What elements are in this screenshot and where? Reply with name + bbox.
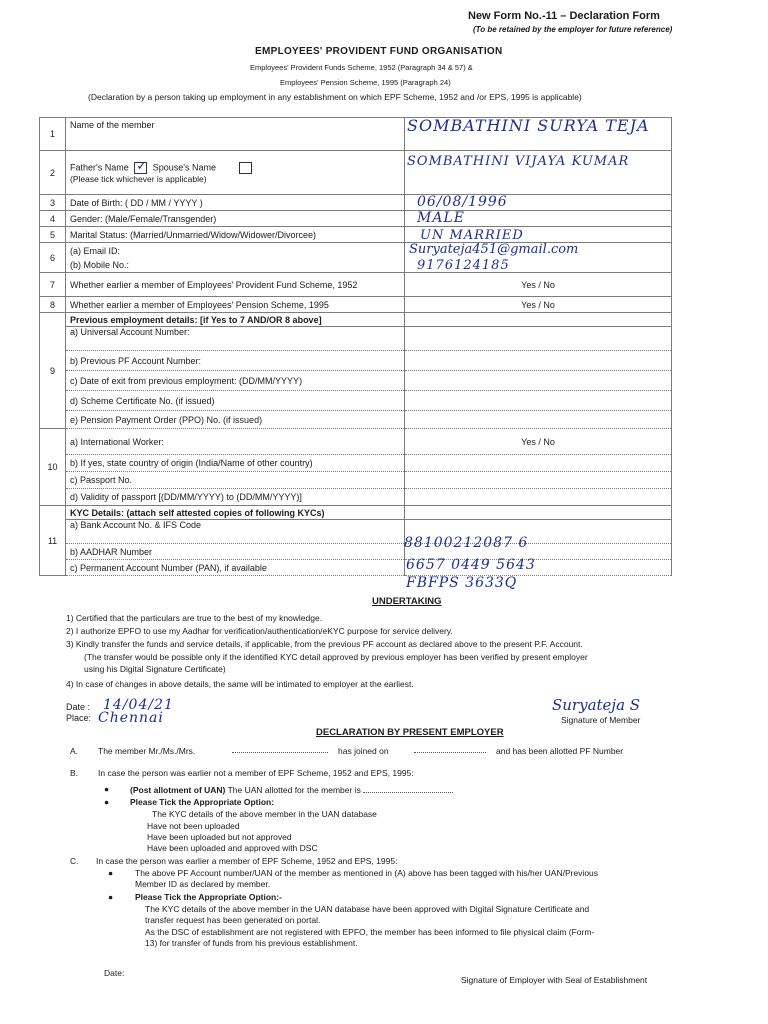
undertaking-item: 4) In case of changes in above details, the same will be intimated to employer at the earliest. (66, 679, 414, 689)
table-row (40, 489, 672, 506)
declaration-note: (Declaration by a person taking up employment in any establishment on which EPF Scheme, 1952 and /or EPS, 1995 is applicable) (88, 92, 582, 102)
table-row (40, 506, 672, 520)
tagged-text-1: The above PF Account number/UAN of the member as mentioned in (A) above has been tagged with his/her UAN/Previous (135, 868, 599, 878)
table-row (40, 195, 672, 211)
ppo-value-cell[interactable] (405, 411, 672, 429)
passport-value-cell[interactable] (405, 472, 672, 489)
pan-label: c) Permanent Account Number (PAN), if available (66, 560, 405, 576)
employer-declaration-title: DECLARATION BY PRESENT EMPLOYER (316, 727, 504, 738)
bullet-icon: ● (108, 892, 114, 902)
row-number: 5 (40, 227, 66, 243)
section-b-text: In case the person was earlier not a member of EPF Scheme, 1952 and EPS, 1995: (98, 768, 414, 778)
spouse-name-label: Spouse's Name (152, 161, 217, 172)
passport-validity-label: d) Validity of passport [(DD/MM/YYYY) to (DD/MM/YYYY)] (66, 489, 405, 506)
form-number: New Form No.-11 – Declaration Form (468, 10, 660, 22)
spouse-checkbox[interactable] (239, 162, 252, 174)
row-number: 1 (40, 118, 66, 151)
eps-member-label: Whether earlier a member of Employees' Pension Scheme, 1995 (66, 297, 405, 313)
passport-label: c) Passport No. (66, 472, 405, 489)
contact-cell (66, 243, 405, 273)
bullet-icon: ● (104, 797, 110, 807)
handwritten-aadhar: 6657 0449 5643 (406, 557, 536, 573)
row-number: 4 (40, 211, 66, 227)
handwritten-pan: FBFPS 3633Q (406, 575, 518, 591)
undertaking-item: 1) Certified that the particulars are true to the best of my knowledge. (66, 613, 323, 623)
bullet-icon: ● (104, 784, 110, 794)
tagged-text-2: Member ID as declared by member. (135, 879, 271, 889)
option-kyc-approved-1[interactable]: The KYC details of the above member in the UAN database have been approved with Digital Signature Certificate and (145, 904, 590, 914)
organisation-title: EMPLOYEES' PROVIDENT FUND ORGANISATION (255, 46, 503, 57)
row-number: 3 (40, 195, 66, 211)
father-spouse-cell (66, 151, 405, 195)
row-number: 8 (40, 297, 66, 313)
prev-pf-label: b) Previous PF Account Number: (66, 351, 405, 371)
tick-icon: ✓ (136, 157, 148, 173)
scheme-line-2: Employees' Pension Scheme, 1995 (Paragraph 24) (280, 78, 451, 87)
email-label: (a) Email ID: (70, 245, 121, 256)
undertaking-item: (The transfer would be possible only if the identified KYC detail approved by previous employer has been verified by present employer (84, 652, 588, 662)
section-a-text-2: has joined on (338, 746, 389, 756)
table-row (40, 297, 672, 313)
option-kyc-approved-2: transfer request has been generated on portal. (145, 915, 321, 925)
table-row (40, 544, 672, 560)
name-label: Name of the member (66, 118, 405, 151)
table-row (40, 351, 672, 371)
signature-member-label: Signature of Member (561, 715, 641, 725)
intl-yes-no[interactable]: Yes / No (405, 429, 672, 455)
bank-label: a) Bank Account No. & IFS Code (66, 520, 405, 544)
section-a-text-1: The member Mr./Ms./Mrs. (98, 746, 196, 756)
uan-value-cell[interactable] (405, 327, 672, 351)
handwritten-gender: MALE (417, 210, 465, 226)
uan-label: a) Universal Account Number: (66, 327, 405, 351)
handwritten-member-name: SOMBATHINI SURYA TEJA (407, 116, 650, 135)
uan-allotted-text: The UAN allotted for the member is (227, 785, 361, 795)
gender-label: Gender: (Male/Female/Transgender) (66, 211, 405, 227)
table-row (40, 560, 672, 576)
option-dsc-not-registered-2: 13) for transfer of funds from his previous establishment. (145, 938, 358, 948)
row-number: 7 (40, 273, 66, 297)
undertaking-title: UNDERTAKING (372, 596, 442, 607)
handwritten-mobile: 9176124185 (417, 258, 510, 273)
handwritten-date: 14/04/21 (103, 697, 174, 713)
exit-date-label: c) Date of exit from previous employment: (DD/MM/YYYY) (66, 371, 405, 391)
table-row (40, 411, 672, 429)
bullet-icon: ● (108, 868, 114, 878)
table-row (40, 455, 672, 472)
section-a-label: A. (70, 746, 79, 756)
scheme-line-1: Employees' Provident Funds Scheme, 1952 (Paragraph 34 & 57) & (250, 63, 473, 72)
row-number: 10 (40, 429, 66, 506)
row-number: 6 (40, 243, 66, 273)
blank-cell (405, 506, 672, 520)
aadhar-label: b) AADHAR Number (66, 544, 405, 560)
father-name-label: Father's Name (70, 161, 129, 172)
table-row (40, 429, 672, 455)
exit-date-value-cell[interactable] (405, 371, 672, 391)
row-number: 11 (40, 506, 66, 576)
ppo-label: e) Pension Payment Order (PPO) No. (if issued) (66, 411, 405, 429)
post-allotment-text: (Post allotment of UAN) (130, 785, 226, 795)
blank-cell (405, 313, 672, 327)
date-label: Date : (66, 702, 91, 712)
handwritten-place: Chennai (98, 710, 164, 726)
prev-pf-value-cell[interactable] (405, 351, 672, 371)
table-row (40, 391, 672, 411)
handwritten-marital: UN MARRIED (420, 228, 524, 243)
table-row (40, 227, 672, 243)
employer-date-label: Date: (104, 968, 125, 978)
father-checkbox[interactable] (134, 157, 148, 174)
intl-worker-label: a) International Worker: (66, 429, 405, 455)
section-b-label: B. (70, 768, 79, 778)
place-label: Place: (66, 713, 92, 723)
tick-option-heading: Please Tick the Appropriate Option: (130, 797, 275, 807)
kyc-heading: KYC Details: (attach self attested copies of following KYCs) (66, 506, 405, 520)
scheme-cert-label: d) Scheme Certificate No. (if issued) (66, 391, 405, 411)
scheme-cert-value-cell[interactable] (405, 391, 672, 411)
table-row (40, 273, 672, 297)
option-uploaded-approved[interactable]: Have been uploaded and approved with DSC (147, 843, 318, 853)
row-number: 2 (40, 151, 66, 195)
section-c-text: In case the person was earlier a member of EPF Scheme, 1952 and EPS, 1995: (96, 856, 398, 866)
dob-label: Date of Birth: ( DD / MM / YYYY ) (66, 195, 405, 211)
previous-employment-heading: Previous employment details: [if Yes to 7 AND/OR 8 above] (66, 313, 405, 327)
handwritten-bank-account: 88100212087 6 (404, 535, 529, 551)
member-name-blank[interactable] (232, 752, 328, 753)
section-a-text-3: and has been allotted PF Number (496, 746, 624, 756)
employer-signature-label: Signature of Employer with Seal of Establishment (461, 975, 648, 985)
kyc-option-text: The KYC details of the above member in the UAN database (152, 809, 377, 819)
uan-allotment-line (130, 784, 453, 795)
handwritten-father-name: SOMBATHINI VIJAYA KUMAR (407, 154, 630, 169)
uan-blank[interactable] (363, 784, 453, 793)
tick-option-heading-c: Please Tick the Appropriate Option:- (135, 892, 282, 902)
member-signature: Suryateja S (552, 696, 641, 714)
table-row (40, 371, 672, 391)
undertaking-item: 3) Kindly transfer the funds and service details, if applicable, from the previous PF account as declared above to the present P.F. Account. (66, 639, 583, 649)
member-details-table (39, 117, 672, 576)
option-uploaded-not-approved[interactable]: Have been uploaded but not approved (147, 832, 292, 842)
table-row (40, 327, 672, 351)
epf-member-label: Whether earlier a member of Employees' Provident Fund Scheme, 1952 (66, 273, 405, 297)
tick-note: (Please tick whichever is applicable) (70, 173, 207, 184)
handwritten-email: Suryateja451@gmail.com (409, 242, 579, 257)
table-row (40, 472, 672, 489)
table-row (40, 313, 672, 327)
country-value-cell[interactable] (405, 455, 672, 472)
undertaking-item: using his Digital Signature Certificate) (84, 664, 226, 674)
epf-yes-no[interactable]: Yes / No (405, 273, 672, 297)
country-label: b) If yes, state country of origin (India/Name of other country) (66, 455, 405, 472)
row-number: 9 (40, 313, 66, 429)
option-not-uploaded[interactable]: Have not been uploaded (147, 821, 240, 831)
marital-status-label: Marital Status: (Married/Unmarried/Widow/Widower/Divorcee) (66, 227, 405, 243)
handwritten-dob: 06/08/1996 (417, 194, 508, 210)
undertaking-item: 2) I authorize EPFO to use my Aadhar for verification/authentication/eKYC purpose for service delivery. (66, 626, 453, 636)
validity-value-cell[interactable] (405, 489, 672, 506)
table-row (40, 211, 672, 227)
section-c-label: C. (70, 856, 79, 866)
table-row (40, 520, 672, 544)
mobile-label: (b) Mobile No.: (70, 259, 130, 270)
option-dsc-not-registered-1[interactable]: As the DSC of establishment are not registered with EPFO, the member has been informed to file physical claim (Form- (145, 927, 595, 937)
retain-note: (To be retained by the employer for future reference) (473, 25, 673, 34)
joined-date-blank[interactable] (414, 752, 486, 753)
eps-yes-no[interactable]: Yes / No (405, 297, 672, 313)
